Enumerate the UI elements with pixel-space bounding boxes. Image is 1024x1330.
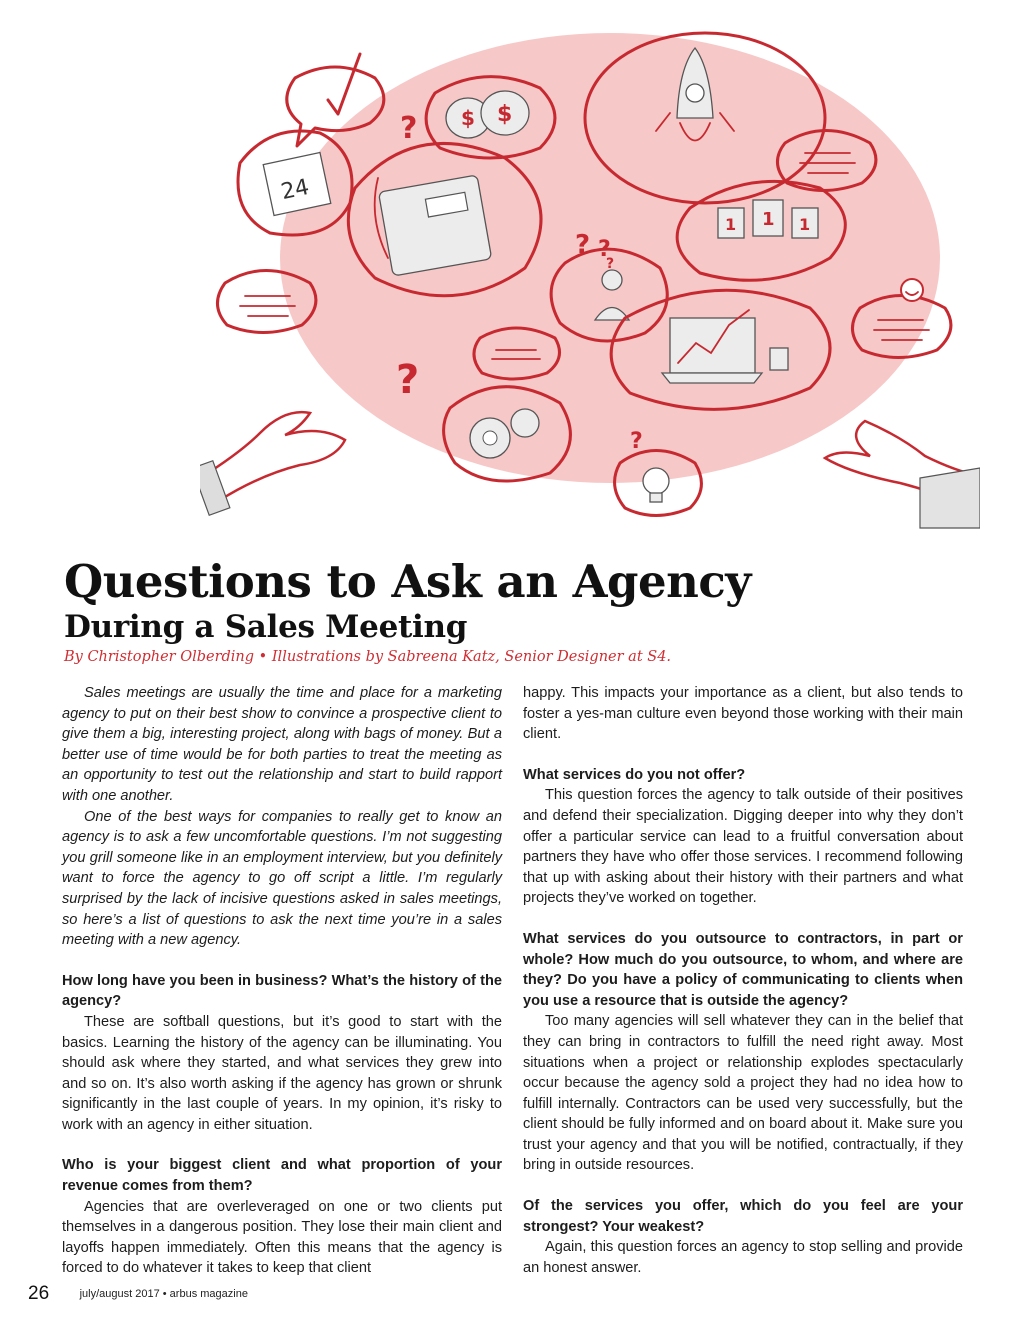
question-mark-label: ? [396, 357, 420, 403]
trophy-number-label: 1 [762, 209, 775, 230]
section-heading: What services do you outsource to contractors, in part or whole? How much do you outsource, to whom, and where are they? Do you have a policy of communicating to clients when you use a resource that is outside the agency? [523, 930, 963, 1009]
section-body: These are softball questions, but it’s good to start with the basics. Learning the history of the agency can be illuminating. You should ask where they started, and what services they grew into and so on. It’s also worth asking if the agency has grown or shrunk significantly in the last couple of years. In my opinion, it’s risky to work with an agency in either situation. [62, 1013, 502, 1133]
section-heading: Who is your biggest client and what proportion of your revenue comes from them? [62, 1157, 502, 1195]
continued-paragraph: happy. This impacts your importance as a client, but also tends to foster a yes-man culture even beyond those working with their main client. [523, 685, 963, 743]
article-title: Questions to Ask an Agency [64, 555, 751, 608]
intro-paragraph: Sales meetings are usually the time and place for a marketing agency to put on their best show to convince a prospective client to give them a big, interesting project, along with bags of money. But a better use of time would be for both parties to treat the meeting as an opportunity to test out the relationship and start to build rapport with one another. [62, 685, 502, 804]
article-byline: By Christopher Olberding • Illustrations by Sabreena Katz, Senior Designer at S4. [64, 649, 672, 665]
dollar-sign-label: $ [461, 106, 475, 130]
question-mark-label: ? [598, 237, 611, 262]
question-mark-label: ? [630, 429, 643, 454]
section-heading: Of the services you offer, which do you feel are your strongest? Your weakest? [523, 1198, 963, 1235]
publication-label: july/august 2017 • arbus magazine [79, 1288, 248, 1300]
calendar-day-label: 24 [278, 174, 312, 206]
question-mark-label: ? [606, 256, 615, 272]
trophy-number-label: 1 [725, 215, 737, 234]
article-subtitle: During a Sales Meeting [64, 609, 468, 645]
question-mark-label: ? [575, 230, 591, 260]
dollar-sign-label: $ [497, 102, 513, 127]
question-mark-label: ? [400, 111, 418, 146]
page-footer [28, 1283, 248, 1305]
section-body: Again, this question forces an agency to stop selling and provide an honest answer. [523, 1239, 963, 1276]
page-number: 26 [28, 1283, 50, 1304]
left-hand-icon [200, 412, 345, 515]
right-hand-icon [825, 421, 980, 528]
article-column-left [62, 683, 502, 1279]
header-illustration [200, 8, 980, 568]
section-heading: How long have you been in business? What’s the history of the agency? [62, 972, 502, 1010]
intro-paragraph: One of the best ways for companies to really get to know an agency is to ask a few uncomfortable questions. I’m not suggesting you grill someone like in an employment interview, but you definitely want to force the agency to go off script a little. I’m regularly surprised by the lack of incisive questions asked in sales meetings, so here’s a list of questions to ask the next time you’re in a sales meeting with a new agency. [62, 808, 502, 949]
section-body: Too many agencies will sell whatever they can in the belief that they can bring in contractors to fulfill the need right away. Most situations when a project or relationship explodes spectacularly occur because the agency sold a project they had no idea how to fulfill internally. Contractors can be used very successfully, but the client should be fully informed and on board about it. Make sure you trust your agency and that you will be notified, contractually, if they bring in outside resources. [523, 1013, 963, 1174]
section-heading: What services do you not offer? [523, 766, 746, 783]
trophy-number-label: 1 [799, 215, 811, 234]
article-header [64, 556, 964, 665]
section-body: Agencies that are overleveraged on one or two clients put themselves in a dangerous position. They lose their main client and layoffs happen immediately. Often this means that the agency is forced to do whatever it takes to keep that client [62, 1198, 502, 1277]
article-column-right [523, 683, 963, 1278]
section-body: This question forces the agency to talk outside of their positives and defend their specialization. Digging deeper into why they don’t offer a particular service can lead to a fruitful conversation about partners they have who offer those services. I recommend following that up with asking about their history with their partners and what projects they’ve worked on together. [523, 787, 963, 907]
